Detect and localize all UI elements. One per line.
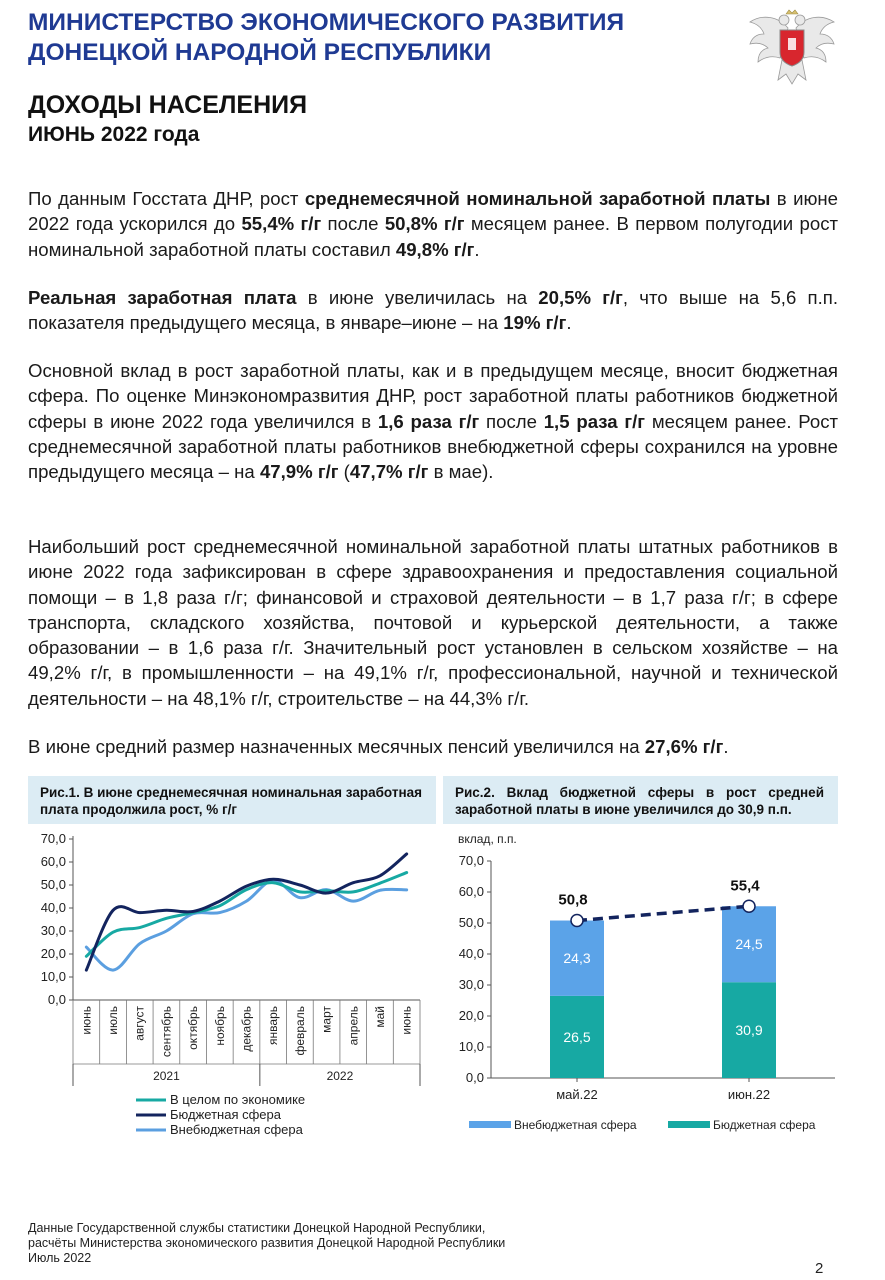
x-tick-label: март [319,1006,334,1033]
bold-text-run: 47,9% г/г [259,461,339,483]
bold-text-run: 20,5% г/г [538,287,623,308]
text-run: . [723,736,729,757]
text-run: в мае). [428,461,494,483]
total-value-label: 50,8 [558,891,588,909]
text-run: после [479,410,544,432]
x-tick-label: ноябрь [212,1006,227,1046]
x-tick-label: июнь [79,1006,94,1035]
y-tick-label: 50,0 [458,915,484,930]
legend-label: Бюджетная сфера [170,1107,281,1122]
footer-line-2: расчёты Министерства экономического развития Донецкой Народной Республики [28,1236,506,1250]
bar-value-label: 26,5 [563,1028,591,1045]
bold-text-run: Реальная заработная плата [28,287,297,308]
text-run: в июне 2022 года ускорился до [28,188,839,235]
text-run: ( [338,461,350,483]
footer-date: Июль 2022 [28,1251,92,1265]
paragraph-industries [28,534,838,711]
x-tick-label: декабрь [239,1006,254,1052]
paragraph-nominal-wage [28,186,838,262]
chart-1-wage-growth [28,824,436,1154]
legend-label: Бюджетная сфера [713,1118,816,1132]
total-marker [743,900,755,912]
text-run: , что выше на 5,6 п.п. показателя предыдущего месяца, в январе–июне – на [28,287,838,334]
page-number: 2 [815,1260,824,1277]
x-tick-label: январь [266,1006,281,1045]
figure2-caption: Рис.2. Вклад бюджетной сферы в рост средней заработной платы в июне увеличился до 30,9 п.п. [443,776,838,824]
y-tick-label: 10,0 [458,1039,484,1054]
text-run: . [566,312,572,334]
y-tick-label: 60,0 [40,854,66,869]
bold-text-run: 27,6% г/г [644,736,724,757]
year-label: 2021 [153,1069,180,1083]
x-tick-label: май [372,1006,387,1028]
x-tick-label: февраль [292,1006,307,1056]
y-tick-label: 10,0 [40,969,66,984]
bar-value-label: 24,5 [735,936,763,953]
legend-swatch [668,1121,710,1128]
y-tick-label: 30,0 [40,923,66,938]
bold-text-run: 1,6 раза г/г [377,410,480,432]
x-tick-label: сентябрь [159,1006,174,1058]
x-tick-label: октябрь [186,1006,201,1050]
x-tick-label: июнь [399,1006,414,1035]
ministry-title [28,8,728,68]
bar-value-label: 30,9 [735,1022,763,1039]
text-run: . [474,238,480,260]
text-run: Наибольший рост среднемесячной номинальной заработной платы штатных работников в июне 2022 года зафиксирован в сфере здравоохранения и предоставления социальной помощи – в 1,8 раза г/г; финансовой и страховой деятельности – в 1,7 раза г/г; в сфере транспорта, складского хозяйства, почтовой и курьерской деятельности, а также образовании – в 1,6 раза г/г. Значительный рост установлен в сельском хозяйстве – на 49,2% г/г, в промышленности – на 49,1% г/г, профессиональной, научной и технической деятельности – на 48,1% г/г, строительстве – на 44,3% г/г. [28,536,838,709]
bold-text-run: 49,8% г/г [395,238,475,260]
footer-line-1: Данные Государственной службы статистики Донецкой Народной Республики, [28,1221,486,1235]
document-subtitle: ИЮНЬ 2022 года [28,123,200,146]
figure1-caption: Рис.1. В июне среднемесячная номинальная заработная плата продолжила рост, % г/г [28,776,436,824]
x-tick-label: июн.22 [727,1087,771,1102]
total-value-label: 55,4 [730,877,760,895]
y-tick-label: 30,0 [458,977,484,992]
chart-2-budget-contribution [443,824,843,1144]
text-run: По данным Госстата ДНР, рост [28,188,305,209]
chart-1-svg [28,824,436,1154]
bold-text-run: 1,5 раза г/г [543,410,646,432]
bold-text-run: 19% г/г [503,312,567,334]
y-tick-label: 0,0 [465,1070,484,1085]
y-axis-title: вклад, п.п. [458,832,517,846]
legend-label: Внебюджетная сфера [170,1122,303,1137]
legend-swatch [469,1121,511,1128]
bar-value-label: 24,3 [563,950,591,967]
text-run: месяцем ранее. Рост среднемесячной заработной платы работников внебюджетной сферы сохранился на уровне предыдущего месяца – на [28,410,839,483]
document-title: ДОХОДЫ НАСЕЛЕНИЯ [28,91,308,119]
y-tick-label: 60,0 [458,884,484,899]
text-run: Основной вклад в рост заработной платы, как и в предыдущем месяце, вносит бюджетная сфера. По оценке Минэкономразвития ДНР, рост заработной платы работников бюджетной сферы в июне 2022 года увеличился в [28,360,838,432]
legend-label: Внебюджетная сфера [514,1118,637,1132]
y-tick-label: 70,0 [458,853,484,868]
bold-text-run: 50,8% г/г [384,213,465,235]
series-line-2 [86,880,406,970]
series-line-1 [86,854,406,970]
coat-of-arms-emblem [748,8,836,86]
y-tick-label: 20,0 [458,1008,484,1023]
ministry-line-2: ДОНЕЦКОЙ НАРОДНОЙ РЕСПУБЛИКИ [28,39,492,66]
x-tick-label: апрель [346,1006,361,1046]
x-tick-label: август [132,1006,147,1041]
source-footer [28,1221,505,1266]
text-run: после [321,213,385,235]
year-label: 2022 [326,1069,354,1083]
y-tick-label: 20,0 [40,946,66,961]
bold-text-run: среднемесячной номинальной заработной платы [304,188,771,209]
text-run: В июне средний размер назначенных месячных пенсий увеличился на [28,736,645,757]
bold-text-run: 55,4% г/г [241,213,322,235]
total-marker [571,915,583,927]
paragraph-real-wage [28,285,838,336]
chart-2-svg [443,824,843,1144]
y-tick-label: 0,0 [47,992,66,1007]
y-tick-label: 50,0 [40,877,66,892]
text-run: в июне увеличилась на [296,287,539,308]
y-tick-label: 40,0 [458,946,484,961]
paragraph-budget-sector [28,358,838,484]
y-tick-label: 40,0 [40,900,66,915]
x-tick-label: июль [106,1006,121,1035]
paragraph-pensions [28,734,838,759]
ministry-line-1: МИНИСТЕРСТВО ЭКОНОМИЧЕСКОГО РАЗВИТИЯ [28,9,625,36]
text-run: месяцем ранее. В первом полугодии рост номинальной заработной платы составил [28,213,839,260]
x-tick-label: май.22 [556,1087,598,1102]
bold-text-run: 47,7% г/г [349,461,429,483]
y-tick-label: 70,0 [40,831,66,846]
legend-label: В целом по экономике [170,1092,306,1107]
